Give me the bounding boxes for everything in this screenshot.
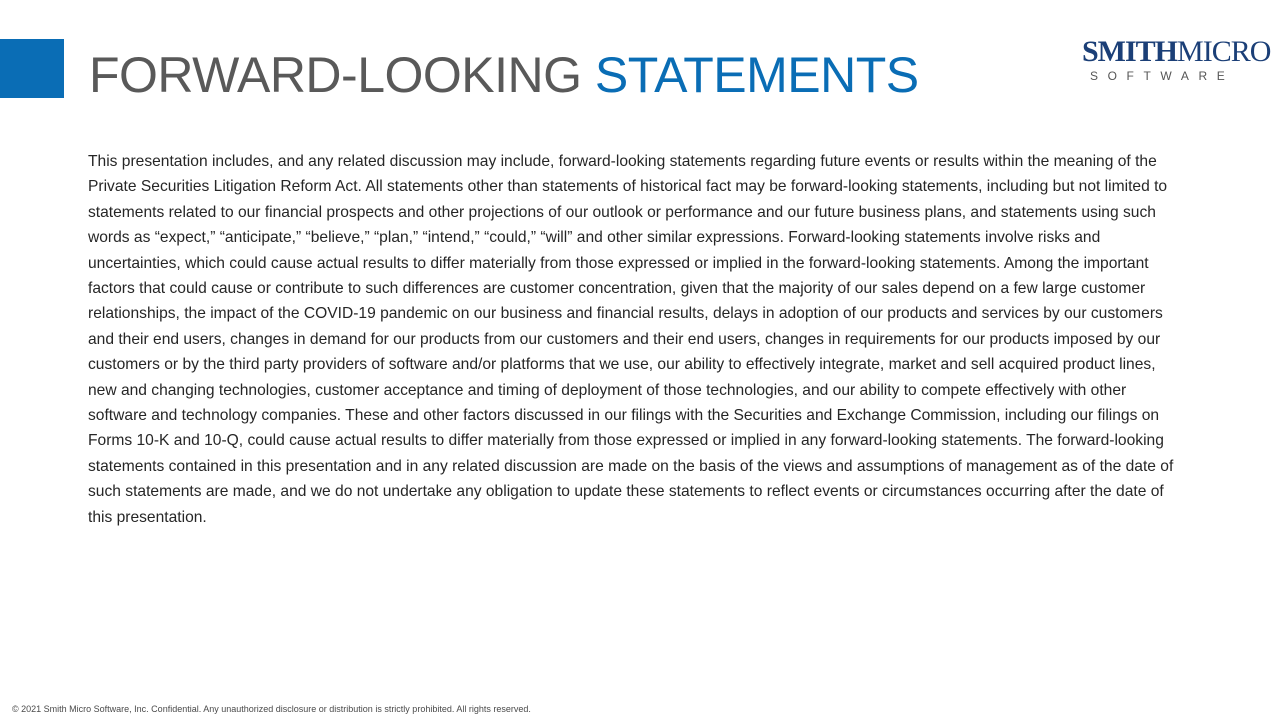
title-part-1: FORWARD-LOOKING <box>89 47 595 103</box>
slide-title <box>89 44 919 106</box>
logo-word-smith: SMITH <box>1082 35 1178 68</box>
logo-tagline: SOFTWARE <box>1090 69 1235 83</box>
accent-square <box>0 39 64 98</box>
copyright-footer: © 2021 Smith Micro Software, Inc. Confidential. Any unauthorized disclosure or distribution is strictly prohibited. All rights reserved. <box>12 704 531 714</box>
title-part-2: STATEMENTS <box>594 47 919 103</box>
logo-word-micro: MICRO <box>1177 35 1271 68</box>
disclaimer-body: This presentation includes, and any related discussion may include, forward-looking statements regarding future events or results within the meaning of the Private Securities Litigation Reform Act. All statements other than statements of historical fact may be forward-looking statements, including but not limited to statements related to our financial prospects and other projections of our outlook or performance and our future business plans, and statements using such words as “expect,” “anticipate,” “believe,” “plan,” “intend,” “could,” “will” and other similar expressions. Forward-looking statements involve risks and uncertainties, which could cause actual results to differ materially from those expressed or implied in the forward-looking statements. Among the important factors that could cause or contribute to such differences are customer concentration, given that the majority of our sales depend on a few large customer relationships, the impact of the COVID-19 pandemic on our business and financial results, delays in adoption of our products and services by our customers and their end users, changes in demand for our products from our customers and their end users, changes in requirements for our products imposed by our customers or by the third party providers of software and/or platforms that we use, our ability to effectively integrate, market and sell acquired product lines, new and changing technologies, customer acceptance and timing of deployment of those technologies, and our ability to compete effectively with other software and technology companies. These and other factors discussed in our filings with the Securities and Exchange Commission, including our filings on Forms 10-K and 10-Q, could cause actual results to differ materially from those expressed or implied in any forward-looking statements. The forward-looking statements contained in this presentation and in any related discussion are made on the basis of the views and assumptions of management as of the date of such statements are made, and we do not undertake any obligation to update these statements to reflect events or circumstances occurring after the date of this presentation. <box>88 153 1174 526</box>
smith-micro-logo <box>1082 35 1271 86</box>
logo-wordmark <box>1082 36 1270 68</box>
